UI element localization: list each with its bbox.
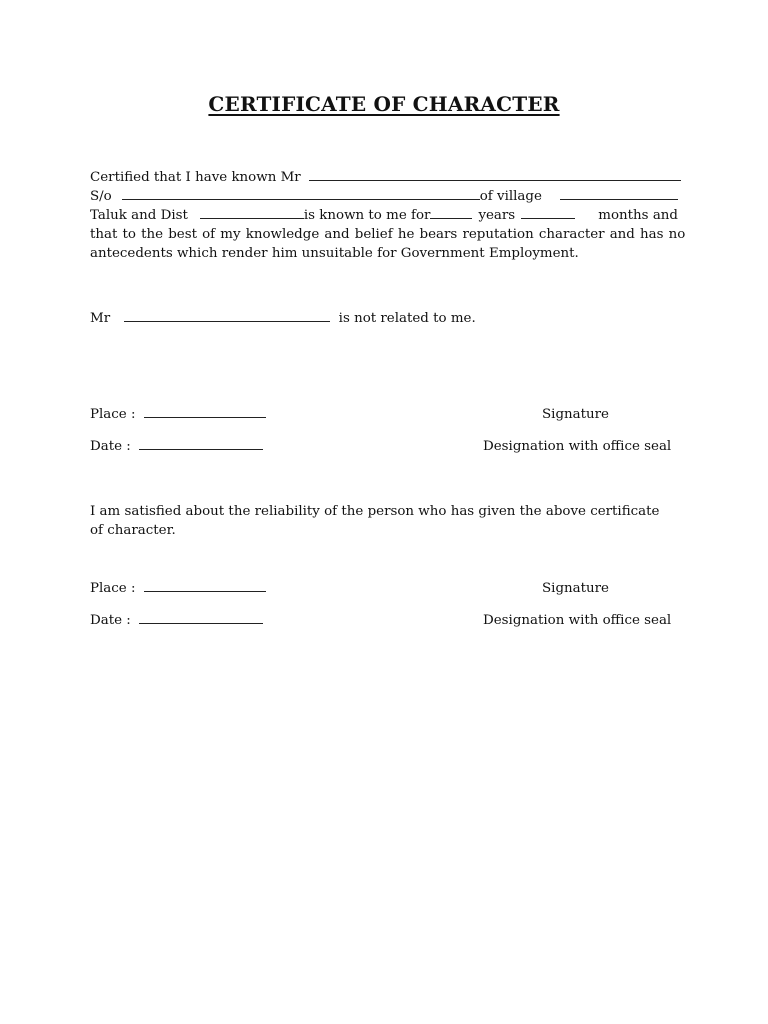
satisfied-line2: of character. (90, 523, 176, 538)
para1-line3 (90, 206, 678, 225)
months-blank (521, 206, 575, 219)
para1-line4: that to the best of my knowledge and belief he bears reputation character and has no (90, 227, 686, 242)
signature-label-2: Signature (542, 581, 609, 596)
father-name-blank (122, 187, 480, 200)
not-related-line (90, 309, 678, 328)
not-related-text: is not related to me. (338, 311, 476, 326)
para1-line5: antecedents which render him unsuitable for Government Employment. (90, 246, 579, 261)
years-blank (430, 206, 472, 219)
taluk-dist-label: Taluk and Dist (90, 208, 188, 223)
not-related-mr-label: Mr (90, 311, 111, 326)
signature-label-1: Signature (542, 407, 609, 422)
designation-label-1: Designation with office seal (483, 439, 672, 454)
para1-line1 (90, 168, 678, 187)
village-blank (560, 187, 678, 200)
place-label-1: Place : (90, 407, 136, 422)
taluk-dist-blank (200, 206, 304, 219)
document-title: CERTIFICATE OF CHARACTER (208, 92, 560, 116)
date-row-2 (90, 611, 263, 630)
known-for-label: is known to me for (303, 208, 431, 223)
son-of-label: S/o (90, 189, 112, 204)
place-blank-2 (144, 579, 266, 592)
known-mr-label: Certified that I have known Mr (90, 170, 301, 185)
date-row-1 (90, 437, 263, 456)
years-label: years (478, 208, 516, 223)
place-blank-1 (144, 405, 266, 418)
para1-line2 (90, 187, 678, 206)
date-blank-2 (139, 611, 263, 624)
date-label-1: Date : (90, 439, 131, 454)
not-related-name-blank (124, 309, 330, 322)
satisfied-line1: I am satisfied about the reliability of the person who has given the above certificate (90, 504, 660, 519)
place-row-2 (90, 579, 266, 598)
place-row-1 (90, 405, 266, 424)
name-blank (309, 168, 681, 181)
date-blank-1 (139, 437, 263, 450)
place-label-2: Place : (90, 581, 136, 596)
date-label-2: Date : (90, 613, 131, 628)
designation-label-2: Designation with office seal (483, 613, 672, 628)
village-label: of village (479, 189, 542, 204)
months-label: months and (598, 208, 678, 223)
